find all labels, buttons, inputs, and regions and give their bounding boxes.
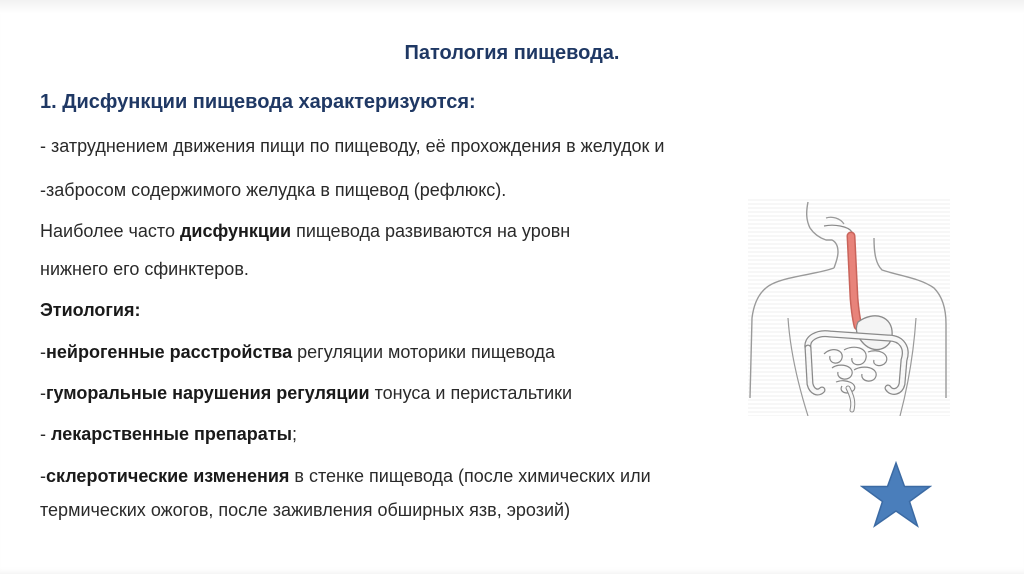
star-icon (860, 461, 932, 529)
text-line-3-pre: Наиболее часто (40, 221, 180, 241)
etiology-item-4-bold: склеротические изменения (46, 466, 290, 486)
section-heading: 1. Дисфункции пищевода характеризуются: (40, 91, 476, 113)
etiology-item-3 (40, 424, 297, 445)
digestive-system-illustration (748, 198, 950, 416)
text-line-1: - затруднением движения пищи по пищеводу, её прохождения в желудок и (40, 136, 665, 156)
etiology-item-4-post: в стенке пищевода (после химических или (289, 466, 651, 486)
text-line-last: термических ожогов, после заживления обширных язв, эрозий) (40, 500, 571, 520)
text-line-4: нижнего его сфинктеров. (40, 259, 249, 279)
etiology-item-3-post: ; (291, 424, 297, 444)
text-line-2: -забросом содержимого желудка в пищевод (рефлюкс). (40, 180, 507, 200)
etiology-item-1-bold: нейрогенные расстройства (46, 342, 293, 362)
slide-top-edge (0, 0, 1024, 14)
etiology-item-3-pre: - (40, 424, 51, 444)
etiology-item-2-post: тонуса и перистальтики (369, 383, 573, 403)
page-title: Патология пищевода. (404, 42, 620, 64)
etiology-label: Этиология: (40, 300, 141, 320)
text-line-3-post: пищевода развиваются на уровн (291, 221, 571, 241)
etiology-item-1-pre: - (40, 342, 46, 362)
text-line-3-bold: дисфункции (179, 221, 292, 241)
etiology-item-4 (40, 466, 651, 487)
etiology-item-1-post: регуляции моторики пищевода (292, 342, 555, 362)
text-line-3 (40, 221, 570, 242)
etiology-item-3-bold: лекарственные препараты (51, 424, 292, 444)
etiology-item-2-pre: - (40, 383, 46, 403)
etiology-item-2-bold: гуморальные нарушения регуляции (46, 383, 370, 403)
etiology-item-2 (40, 383, 572, 404)
etiology-item-1 (40, 342, 555, 363)
etiology-item-4-pre: - (40, 466, 46, 486)
